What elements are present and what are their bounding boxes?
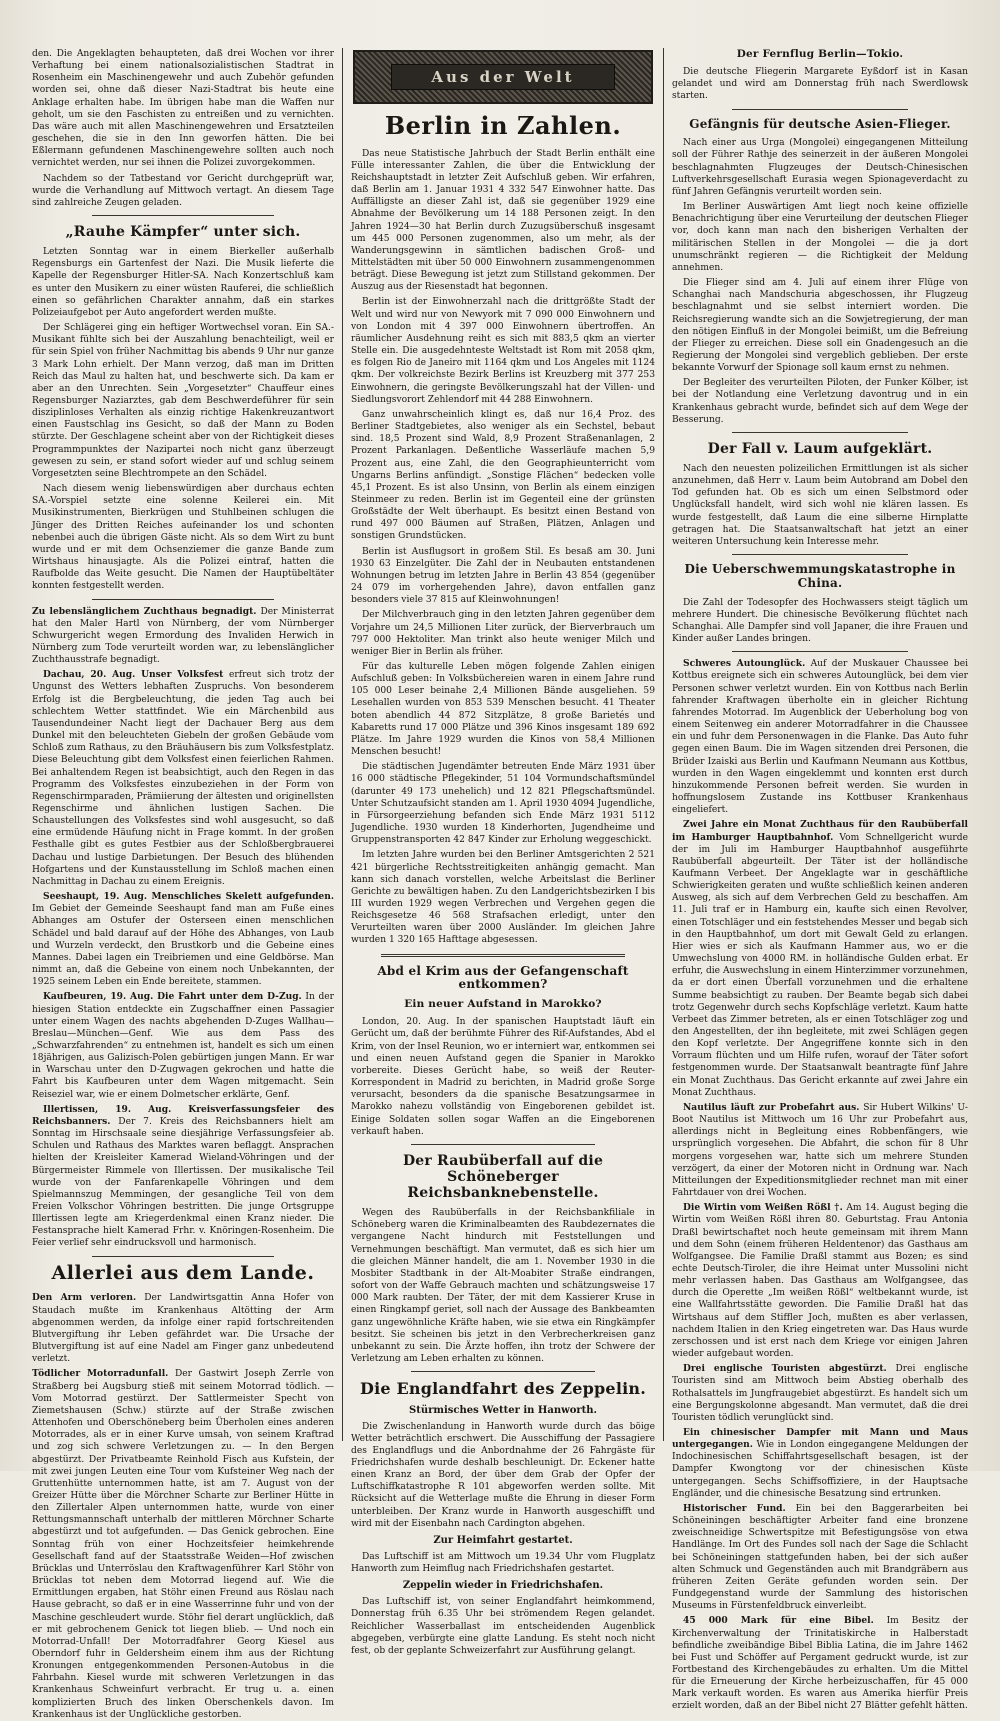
article-text: Letzten Sonntag war in einem Bierkeller außerhalb Regensburgs ein Gartenfest der Nazi. Die Musik lieferte die Kapelle der Regensburger Hitler-SA. Nach Konzertschluß kam es unter den Musikern zu einer wüsten Rauferei, die schließlich einen so gefährlichen Charakter annahm, daß ein starkes Polizeiaufgebot per Auto angefordert werden mußte.	[32, 247, 334, 318]
item-text: Im Gebiet der Gemeinde Seeshaupt fand man am Fuße eines Abhanges am Ostufer der Osterseen einen menschlichen Schädel und bald darauf auf der Höhe des Abhanges, von Laub und Wurzeln verdeckt, den Brustkorb und die Gebeine eines Mannes. Dabei lagen ein Treibriemen und eine Geldbörse. Man nimmt an, daß die Gebeine von einem noch Unbekannten, der 1925 seinem Leben ein Ende bereitete, stammen.	[32, 904, 334, 988]
headline-china: Die Ueberschwemmungskatastrophe in China.	[684, 562, 956, 590]
item-text: Der Ministerrat hat den Maler Hartl von Nürnberg, der vom Nürnberger Schwurgericht wegen Ermordung des Invaliden Herwich in Nürnberg zum Tode verurteilt worden war, zu lebenslänglicher Zuchthausstrafe begnadigt.	[32, 606, 334, 666]
divider	[732, 432, 908, 433]
headline-abd-el-krim: Abd el Krim aus der Gefangenschaft entkommen?	[377, 963, 629, 992]
divider	[92, 1256, 274, 1257]
article-text: Der Milchverbrauch ging in den letzten Jahren gegenüber dem Vorjahre um 24,5 Millionen Liter zurück, der Bierverbrauch um 797 000 Hektoliter. Man trinkt also heute weniger Milch und weniger Bier in Berlin als früher.	[351, 610, 655, 657]
article-text: Wegen des Raubüberfalls in der Reichsbankfiliale in Schöneberg waren die Kriminalbeamten des Raubdezernates die vergangene Nacht hindurch mit Feststellungen und Vernehmungen beschäftigt. Man vermutet, daß es sich hier um die gleichen Männer handelt, die am 1. November 1930 in die Mosbiter Stadtbank in der Alt-Moabiter Straße eindrangen, sofort von der Waffe Gebrauch machten und schätzungsweise 17 000 Mark raubten. Der Täter, der mit dem Kassierer Kruse in einen Ringkampf geriet, soll nach der Aussage des Bankbeamten ganz ungewöhnliche Kräfte haben, wie sie etwa ein Ringkämpfer besitzt. Sie scheinen bis jetzt in den Verbrecherkreisen ganz unbekannt zu sein. Die Ärzte hoffen, ihn trotz der Schwere der Verletzung am Leben erhalten zu können.	[351, 1208, 655, 1364]
subheadline-marokko: Ein neuer Aufstand in Marokko?	[404, 998, 602, 1011]
news-item-dachau	[32, 669, 334, 888]
column-right	[664, 48, 976, 1712]
article-text: Ganz unwahrscheinlich klingt es, daß nur 16,4 Proz. des Berliner Stadtgebietes, also weniger als ein Sechstel, bebaut sind. 18,5 Prozent sind Wald, 8,9 Prozent Straßenanlagen, 2 Prozent Parkanlagen. Deßentliche Wasserläufe machen 5,9 Prozent aus, eine Zahl, die den Geographieunterricht vom Ungarns Berlins anfündigt. „Sonstige Flächen“ bedecken volle 45,1 Prozent. Es ist also Unsinn, von Berlin als einem einzigen Steinmeer zu reden. Berlin ist im Gegenteil eine der grünsten Großstädte der Welt überhaupt. Es besitzt einen Bestand von rund 497 000 Bäumen auf Straßen, Plätzen, Anlagen und sonstigen Grundstücken.	[351, 409, 655, 542]
article-text: Nach einer aus Urga (Mongolei) eingegangenen Mitteilung soll der Führer Rathje des seinerzeit in der äußeren Mongolei beschlagnahmten Flugzeuges der Deutsch-Chinesischen Luftverkehrsgesellschaft Eurasia wegen Spionageverdacht zu fünf Jahren Gefängnis verurteilt worden sein.	[672, 138, 968, 197]
item-text: Wie in London eingegangene Meldungen der Indochinesischen Schiffahrtsgesellschaft besagen, ist der Dampfer Kwongtong vor der chinesischen Küste untergegangen. Sechs Schiffsoffiziere, in der Hauptsache Engländer, und die chinesische Besatzung sind ertrunken.	[672, 1440, 968, 1499]
article-text: Der Schlägerei ging ein heftiger Wortwechsel voran. Ein SA.-Musikant fühlte sich bei der Auszahlung benachteiligt, weil er für sein Spiel von früher Nachmittag bis abends 9 Uhr nur ganze 3 Mark Lohn erhielt. Der Mann verzog, daß man im Dritten Reich das Maul zu halten hat, und beschwerte sich. Da kam er aber an den Unrechten. Sein „Vorgesetzter“ Chauffeur eines Regensburger Naziarztes, gab dem Beschwerdeführer für sein disziplinloses Verhalten als einzig richtige Hakenkreuzantwort einen Faustschlag ins Gesicht, so daß der Mann zu Boden stürzte. Der Geschlagene scheint aber von der Richtigkeit dieses Programmpunktes der Nazipartei noch nicht ganz überzeugt gewesen zu sein, er stand sofort wieder auf und schlug seinem Vorgesetzten seine Blechtrompete an den Schädel.	[32, 323, 334, 479]
item-text: Der Gastwirt Joseph Zerrle von Straßberg bei Augsburg stieß mit seinem Motorrad tödlich. — Vom Motorrad gestürzt. Der Sattlermeister Specht von Ziemetshausen (Schw.) stürzte auf der Straße zwischen Attenhofen und Oberschöneberg beim Überholen eines anderen Motorrades, als er in einer Kurve umsah, von seinem Kraftrad und zog sich schwere Verletzungen zu. — In den Bergen abgestürzt. Der Privatbeamte Reinhold Fisch aus Kufstein, der mit zwei jungen Leuten eine Tour vom Kufsteiner Weg nach der Gruttenhütte unternommen hatte, ist am 7. August von der Greizer Hütte über die Mörchner Scharte zur Berliner Hütte in den Zillertaler Alpen unternommen hatte, wurde von einer Rettungsmannschaft unterhalb der mittleren Mörchner Scharte abgestürzt und tot aufgefunden. — Das Genick gebrochen. Eine Sonntag früh von einer Hochzeitsfeier heimkehrende Gesellschaft fand auf der Staatsstraße Weiden—Hof zwischen Brücklas und Unterröslau den Kraftwagenführer Karl Stöhr von Brücklas tot neben dem Motorrad liegend auf. Wie die Ermittlungen ergaben, hat Stöhr einen Freund aus Röslau nach Hause gebracht, so daß er in eine Wasserrinne fuhr und von der Maschine geschleudert wurde. Stöhr fiel derart unglücklich, daß er mit gebrochenem Genick tot liegen blieb. — Und noch ein Motorrad-Unfall! Der Motorradfahrer Georg Kiesel aus Oberndorf fuhr in Geldersheim einem ihm aus der Richtung Kronungen entgegenkommenden Personen-Autobus in die Fahrbahn. Kiesel wurde mit schweren Verletzungen in das Krankenhaus Schweinfurt verbracht. Er trug u. a. einen komplizierten Bruch des linken Oberschenkels davon. Im Krankenhaus ist der Unglückliche gestorben.	[32, 1369, 334, 1720]
article-text: Das neue Statistische Jahrbuch der Stadt Berlin enthält eine Fülle interessanter Zahlen, die über die Entwicklung der Reichshauptstadt in letzter Zeit Aufschluß geben. Wir erfahren, daß Berlin am 1. Januar 1931 4 332 547 Einwohner hatte. Das Auffälligste an dieser Zahl ist, daß sie gegenüber 1929 eine Abnahme der Bevölkerung um 14 188 Personen zeigt. In den Jahren 1924—30 hat Berlin durch Zuzugsüberschuß insgesamt um 445 000 Personen zugenommen, also um mehr, als der Wanderungsgewinn in sämtlichen badischen Groß- und Mittelstädten mit über 50 000 Einwohnern zusammengenommen beträgt. Diese Bewegung ist jetzt zum Stillstand gekommen. Der Auszug aus der Riesenstadt hat begonnen.	[351, 148, 655, 293]
divider	[732, 554, 908, 555]
item-text: Der Landwirtsgattin Anna Hofer von Staudach mußte im Krankenhaus Altötting der Arm abgenommen werden, da infolge einer rapid fortschreitenden Blutvergiftung ihr Leben gefährdet war. Die Ursache der Blutvergiftung ist auf eine Nadel am Finger ganz unbedeutend verletzt.	[32, 1293, 334, 1365]
article-text: Für das kulturelle Leben mögen folgende Zahlen einigen Aufschluß geben: In Volksbüchereien waren in einem Jahre rund 105 000 Leser beinahe 2,4 Millionen Bände ausgeliehen. 59 Lesehallen wurden von 853 539 Menschen besucht. 41 Theater boten abendlich 44 872 Sitzplätze, 8 große Barietés und Kabaretts rund 17 000 Plätze und 396 Kinos insgesamt 189 692 Plätze. Im Jahre 1929 wurden die Kinos von 58,4 Millionen Menschen besucht!	[351, 662, 655, 758]
item-lead: Den Arm verloren.	[32, 1292, 137, 1304]
news-item-illertissen	[32, 1104, 334, 1250]
headline-rauhe-kaempfer: „Rauhe Kämpfer“ unter sich.	[65, 224, 301, 241]
news-item-autounglueck	[672, 658, 968, 816]
headline-asien-flieger: Gefängnis für deutsche Asien-Flieger.	[689, 116, 951, 131]
news-item-motorrad	[32, 1368, 334, 1721]
article-text: London, 20. Aug. In der spanischen Hauptstadt läuft ein Gerücht um, daß der berühmte Führer des Rif-Aufstandes, Abd el Krim, von der Insel Reunion, wo er interniert war, entkommen sei und einen neuen Aufstand gegen die Spanier in Marokko vorbereite. Dieses Gerücht habe, so weiß der Reuter-Korrespondent in Madrid zu berichten, in Madrid große Sorge verursacht, besonders da die spanische Besatzungsarmee in Marokko nahezu vollständig von Eingeborenen gebildet ist. Einige Soldaten sollen sogar Waffen an die Eingeborenen verkauft haben.	[351, 1017, 656, 1137]
item-text: Im Besitz der Kirchenverwaltung der Trinitatiskirche in Halberstadt befindliche zweibändige Bibel Biblia Latina, die im Jahre 1462 bei Fust und Schöffer auf Pergament gedruckt wurde, ist zur Fortbestand des Kirchengebäudes zu erhalten. Um die Mittel für die Erneuerung der Kirche herbeizuschaffen, für 45 000 Mark verkauft worden. Es waren aus Amerika hierfür Preis erzielt worden, daß an der Bibel nicht 27 Blätter gefehlt hätten.	[672, 1616, 968, 1712]
news-item-nautilus	[672, 1102, 968, 1199]
item-lead: Zu lebenslänglichem Zuchthaus begnadigt.	[32, 605, 257, 617]
item-lead: Tödlicher Motorradunfall.	[32, 1368, 169, 1380]
divider	[732, 109, 908, 110]
article-text: Die städtischen Jugendämter betreuten Ende März 1931 über 16 000 städtische Pflegekinder, 51 104 Vormundschaftsmündel (darunter 49 173 unehelich) und 12 821 Pflegschaftsmündel. Unter Schutzaufsicht standen am 1. April 1930 4094 Jugendliche, in Fürsorgeerziehung befanden sich Ende März 1931 5112 Jugendliche. 1930 wurden 18 Kinderhorten, Jugendheime und Gruppenstransporten 42 847 Kinder zur Erholung weggeschickt.	[351, 762, 655, 846]
article-text: Das Luftschiff ist, von seiner Englandfahrt heimkommend, Donnerstag früh 6.35 Uhr bei strömendem Regen gelandet. Reichlicher Wasserballast im entscheidenden Augenblick abgegeben, verbürgte eine glatte Landung. Es steht noch nicht fest, ob der geplante Schweizerfahrt zur Ausführung gelangt.	[351, 1597, 655, 1656]
divider	[411, 1144, 595, 1145]
columns	[24, 48, 976, 1720]
item-lead: Dachau, 20. Aug. Unser Volksfest	[43, 669, 224, 681]
item-lead: Zwei Jahre ein Monat Zuchthaus für den Raubüberfall im Hamburger Hauptbahnhof.	[672, 819, 968, 843]
article-text: Der Begleiter des verurteilten Piloten, der Funker Kölber, ist bei der Notlandung eine Verletzung davontrug und in ein Krankenhaus gebracht wurde, befindet sich auf dem Wege der Besserung.	[672, 378, 968, 425]
item-text: erfreut sich trotz der Ungunst des Wetters lebhaften Zuspruchs. Von besonderem Erfolg ist die Bergbeleuchtung, die jeden Tag auch bei schlechtem Wetter stattfindet. Wie ein Märchenbild aus Tausendundeiner Nacht liegt der Dachauer Berg aus dem Dunkel mit den beleuchteten Giebeln der großen Gebäude vom Schloß zum Rathaus, zu den Bräuhäusern bis zum Volksfestplatz. Diese Beleuchtung gibt dem Volksfest einen feierlichen Rahmen. Bei anhaltendem Regen ist beabsichtigt, auch den Regen in das Programm des Volksfestes einzubeziehen in der Form von Regenschirmparaden, Prämiierung der ältesten und originellsten Regenschirme und ähnlichen lustigen Sachen. Die Schaustellungen des Volksfestes sind wohl ausgesucht, so daß eine ermüdende Häufung nicht in Frage kommt. In der großen Festhalle gibt es gutes Festbier aus der Schloßbergbrauerei Dachau und lustige Darbietungen. Der Besuch des blühenden Hofgartens und der Kunstausstellung im Schloß machen einen Nachmittag in Dachau zu einem Ereignis.	[32, 670, 334, 887]
headline-allerlei: Allerlei aus dem Lande.	[51, 1261, 315, 1284]
item-lead: Seeshaupt, 19. Aug. Menschliches Skelett aufgefunden.	[43, 891, 334, 903]
divider	[92, 599, 274, 600]
news-item-weisses-roessl	[672, 1202, 968, 1360]
item-text: In der hiesigen Station entdeckte ein Zugschaffner einen Passagier unter einem Wagen des nachts abgehenden D-Zuges Wallhau—Breslau—München—Genf. Wie aus dem Pass des „Schwarzfahrenden“ zu entnehmen ist, handelt es sich um einen 18jährigen, aus Galizisch-Polen gebürtigen jungen Mann. Er war in Warschau unter den D-Zugwagen gekrochen und hatte die Fahrt bis Kaufbeuren unter dem Wagen mitgemacht. Sein Reiseziel war, wie er einem Dolmetscher erklärte, Genf.	[32, 992, 335, 1100]
headline-raubueberfall: Der Raubüberfall auf die Schöneberger Reichsbanknebenstelle.	[402, 1152, 604, 1201]
news-item-zuchthaus	[32, 606, 334, 667]
article-text: Berlin ist Ausflugsort in großem Stil. Es besaß am 30. Juni 1930 63 Einzelgüter. Die Zahl der in Neubauten entstandenen Wohnungen betrug im letzten Jahre in Berlin 43 854 (gegenüber 24 079 im vorhergehenden Jahre), davon entfallen ganz besonders viele 37 815 auf Kleinwohnungen!	[351, 546, 655, 606]
article-text: Berlin ist der Einwohnerzahl nach die drittgrößte Stadt der Welt und wird nur von Newyork mit 7 090 000 Einwohnern und von London mit 4 397 000 Einwohnern übertroffen. An räumlicher Ausdehnung reiht es sich mit 883,5 qkm an vierter Stelle ein. Die ausgedehnteste Weltstadt ist Rom mit 2058 qkm, es folgen Rio de Janeiro mit 1164 qkm und Los Angeles mit 1124 qkm. Der volkreichste Bezirk Berlins ist Kreuzberg mit 377 253 Einwohnern, die geringste Bevölkerungszahl hat der Villen- und Siedlungsvorort Zehlendorf mit 44 288 Einwohnern.	[351, 297, 655, 405]
news-item-historischer-fund	[672, 1503, 968, 1612]
subheadline-heimfahrt: Zur Heimfahrt gestartet.	[433, 1534, 573, 1546]
news-item-dampfer	[672, 1427, 968, 1500]
divider	[411, 1371, 595, 1372]
headline-fernflug: Der Fernflug Berlin—Tokio.	[736, 48, 904, 60]
column-left	[24, 48, 342, 1720]
article-text: Nachdem so der Tatbestand vor Gericht durchgeprüft war, wurde die Verhandlung auf Mittwoch vertagt. An diesem Tage sind zahlreiche Zeugen geladen.	[32, 173, 334, 208]
divider	[92, 215, 274, 216]
news-item-arm	[32, 1292, 334, 1365]
divider	[732, 651, 908, 652]
item-lead: Historischer Fund.	[683, 1502, 786, 1514]
headline-laum: Der Fall v. Laum aufgeklärt.	[707, 440, 933, 457]
article-text: Das Luftschiff ist am Mittwoch um 19.34 Uhr vom Flugplatz Hanworth zum Heimflug nach Friedrichshafen gestartet.	[351, 1551, 655, 1575]
column-middle	[342, 48, 664, 1656]
news-item-touristen	[672, 1363, 968, 1424]
item-text: Auf der Muskauer Chaussee bei Kottbus ereignete sich ein schweres Autounglück, bei dem vier Personen schwer verletzt wurden. Ein von Kottbus nach Berlin fahrender Kraftwagen überholte ein in gleicher Richtung fahrendes Motorrad. Im Augenblick der Ueberholung bog von einem Seitenweg ein anderer Motorradfahrer in die Chaussee ein und fuhr dem Personenwagen in die Flanke. Das Auto fuhr gegen einen Baum. Die im Wagen sitzenden drei Personen, die Brüder Izaiski aus Berlin und Kaufmann Neumann aus Kottbus, wurden in den Wagen eingeklemmt und konnten erst durch hinzukommende Personen befreit werden. Sie wurden in hoffnungslosem Zustande ins Kottbuser Krankenhaus eingeliefert.	[672, 659, 968, 816]
article-text: Die Zwischenlandung in Hanworth wurde durch das böige Wetter beträchtlich erschwert. Die Ausschiffung der Passagiere des Englandflugs und die Anbordnahme der 26 Fahrgäste für Friedrichshafen wurde deshalb beschleunigt. Dr. Eckener hatte einen Kranz an Bord, der über dem Grab der Opfer der Luftschiffkatastrophe R 101 abgeworfen werden sollte. Mit Rücksicht auf die Wetterlage mußte die Ehrung in dieser Form unterbleiben. Der Kranz wurde in Hanworth ausgeschifft und wird mit der Eisenbahn nach Cardington abgehen.	[351, 1421, 655, 1529]
article-text: Im Berliner Auswärtigen Amt liegt noch keine offizielle Benachrichtigung über eine Verurteilung der deutschen Flieger vor, doch kann man nach den bisherigen Verhalten der militärischen Stellen in der Mongolei — die ja dort unumschränkt regieren — die Richtigkeit der Meldung annehmen.	[672, 202, 968, 273]
article-text: Die Zahl der Todesopfer des Hochwassers steigt täglich um mehrere Hundert. Die chinesische Bevölkerung flüchtet nach Schanghai. Alle Dampfer sind voll Japaner, die ihre Frauen und Kinder außer Landes bringen.	[672, 597, 968, 645]
article-text: Die Flieger sind am 4. Juli auf einem ihrer Flüge von Schanghai nach Mandschuria abgeschossen, ihr Flugzeug beschlagnahmt und sie selbst interniert worden. Die Reichsregierung wandte sich an die Sowjetregierung, der man den nötigen Einfluß in der Mongolei beimißt, um die Befreiung der Flieger zu erreichen. Diese soll ein Gnadengesuch an die Regierung der Mongolei sind vergeblich geblieben. Der erste bekannte Vorwurf der Spionage soll kaum ernst zu nehmen.	[672, 278, 968, 374]
article-text: Die deutsche Fliegerin Margarete Eyßdorf ist in Kasan gelandet und wird am Donnerstag früh nach Swerdlowsk starten.	[672, 67, 968, 102]
news-item-bibel	[672, 1615, 968, 1712]
news-item-kaufbeuren	[32, 991, 334, 1100]
headline-berlin: Berlin in Zahlen.	[384, 111, 622, 140]
article-text: Im letzten Jahre wurden bei den Berliner Amtsgerichten 2 521 421 bürgerliche Rechtsstreitigkeiten anhängig gemacht. Man kann sich danach vorstellen, welche Arbeitslast die Berliner Gerichte zu bewältigen haben. Zu den Landgerichtsbezirken I bis III wurden 1929 wegen Verbrechen und Vergehen gegen die Reichsgesetze 46 568 Strafsachen erledigt, unter den Verurteilten waren über 2000 Ausländer. Im gleichen Jahre wurden 1 320 165 Hafttage abgesessen.	[351, 850, 655, 946]
item-lead: Nautilus läuft zur Probefahrt aus.	[683, 1101, 860, 1113]
item-text: Vom Schnellgericht wurde der im Juli im Hamburger Hauptbahnhof ausgeführte Raubüberfall abgeurteilt. Der Täter ist der holländische Kaufmann Verbeet. Der Angeklagte war in geschäftliche Schwierigkeiten geraten und wußte schließlich keinen anderen Ausweg, als sich auf dem Verbrechen Geld zu beschaffen. Am 11. Juli traf er in Hamburg ein, kaufte sich einen Revolver, einen Totschläger und ein feststehendes Messer und begab sich in den Hauptbahnhof, um dort mit Gewalt Geld zu erlangen. Hier wies er sich als Kaufmann Hammer aus, wo er die Umwechslung von 4000 RM. in holländische Gulden erbat. Er erfuhr, die Auswechslung in einem Hinterzimmer vorzunehmen, da er dort einen Überfall vorzunehmen und die erhaltene Summe beabsichtigt zu rauben. Der Beamte begab sich dabei trotz Gegenwehr durch sechs Kopfschläge verletzt. Kaum hatte Verbeet das Zimmer betreten, als er einen Totschläger zog und den Angestellten, der ihn begleitete, mit zwei Schlägen gegen den Kopf verletzte. Der Angegriffene konnte sich in den Vorraum flüchten und um Hilfe rufen, worauf der Täter sofort festgenommen wurde. Der Staatsanwalt beantragte fünf Jahre ein Monat Zuchthaus. Das Gericht erkannte auf zwei Jahre ein Monat Zuchthaus.	[672, 832, 968, 1098]
banner-title: Aus der Welt	[431, 68, 575, 86]
item-lead: 45 000 Mark für eine Bibel.	[683, 1615, 874, 1627]
item-lead: Illertissen, 19. Aug. Kreisverfassungsfeier des Reichsbanners.	[32, 1103, 334, 1127]
news-item-zuchthaus-hamburg	[672, 819, 968, 1099]
article-text: Nach den neuesten polizeilichen Ermittlungen ist als sicher anzunehmen, daß Herr v. Laum beim Autobrand am Dobel den Tod gefunden hat. Ob es sich um einen Selbstmord oder Unglücksfall handelt, wird sich wohl nie klären lassen. Es wurde festgestellt, daß Laum die eine silberne Hirnplatte getragen hat. Die Staatsanwaltschaft hat jetzt an einer weiteren Untersuchung kein Interesse mehr.	[672, 464, 968, 547]
subheadline-friedrichshafen: Zeppelin wieder in Friedrichshafen.	[402, 1580, 604, 1592]
item-lead: Schweres Autounglück.	[683, 658, 806, 670]
section-banner	[353, 50, 653, 104]
headline-zeppelin: Die Englandfahrt des Zeppelin.	[360, 1379, 646, 1399]
subheadline-hanworth: Stürmisches Wetter in Hanworth.	[408, 1404, 598, 1416]
item-text: Am 14. August beging die Wirtin vom Weißen Rößl ihren 80. Geburtstag. Frau Antonia Draßl bewirtschaftet noch heute gemeinsam mit ihrem Mann und dem Sohn (einem früheren Heldentenor) das Gasthaus am Wolfgangsee. Die Familie Draßl stammt aus Bozen; es sind echte Deutsch-Tiroler, die ihre Heimat unter Mussolini nicht mehr verlassen haben. Das Gasthaus am Wolfgangsee, das durch die Operette „Im weißen Rößl“ weltbekannt wurde, ist eine Wallfahrtsstätte geworden. Die Familie Draßl hat das Wirtshaus auf dem Stiffler Joch, mußten es aber verlassen, nachdem Italien in den Krieg eingetreten war. Das Haus wurde zerschossen und ist erst nach dem Kriege vor einigen Jahren wieder aufgebaut worden.	[672, 1203, 968, 1360]
item-text: Der 7. Kreis des Reichsbanners hielt am Sonntag im Hirschsaale seine diesjährige Verfassungsfeier ab. Schulen und Rathaus des Marktes waren beflaggt. Ansprachen hielten der Kreisleiter Kamerad Wieland-Vöhringen und der Bürgermeister Rimmele von Illertissen. Der musikalische Teil wurde von der Fanfarenkapelle Vöhringen und dem Spielmannszug Memmingen, der gesangliche Teil von dem Freien Volkschor Vöhringen bestritten. Die junge Ortsgruppe Illertissen legte am Kriegerdenkmal einen Kranz nieder. Die Festansprache hielt Kamerad Frhr. v. Knöringen-Rosenheim. Die Feier verlief sehr eindrucksvoll und harmonisch.	[32, 1116, 334, 1249]
article-text: den. Die Angeklagten behaupteten, daß drei Wochen vor ihrer Verhaftung bei einem nationalsozialistischen Stadtrat in Rosenheim ein Maschinengewehr und auch Zubehör gefunden worden sei, ohne daß dieser Nazi-Stadtrat bis heute eine Anklage erhalten habe. Im übrigen habe man die Waffen nur geholt, um sie den Faschisten zu entreißen und zu vernichten. Das wäre auch mit allen Maschinengewehren und Ersatzteilen geschehen, die sie in den Inn geworfen hätten. Die bei Eßlermann gefundenen Maschinengewehre sollten auch noch vernichtet werden, nur sei ihnen die Polizei zuvorgekommen.	[32, 49, 334, 169]
item-text: Drei englische Touristen sind am Mittwoch beim Abstieg oberhalb des Rothalsattels im Jungfraugebiet abgestürzt. Es handelt sich um eine Bergungskolonne abgesandt. Man vermutet, daß die drei Touristen tödlich verunglückt sind.	[672, 1364, 968, 1423]
item-text: Ein bei den Baggerarbeiten bei Schöneiningen beschäftigter Arbeiter fand eine bronzene zweischneidige Schwertspitze mit Befestigungsöse von etwa Handlänge. Im Ort des Fundes soll nach der Sage die Schlacht bei Schöneiningen stattgefunden haben, bei der sich außer alten Schmuck und Gegenständen auch mit Brandgräbern aus früheren Zeiten Geräte gefunden worden sein. Der Fundgegenstand wurde der Sammlung des historischen Museums in Fürstenfeldbruck einverleibt.	[672, 1503, 968, 1612]
article-text: Nach diesem wenig liebenswürdigen aber durchaus echten SA.-Vorspiel setzte eine solenne Keilerei ein. Mit Musikinstrumenten, Bierkrügen und Stuhlbeinen schlugen die Jünger des Dritten Reiches aufeinander los und schonten nebenbei auch die übrigen Gäste nicht. Als so dem Wirt zu bunt wurde und er mit dem Ochsenziemer die ganze Bande zum Wirtshaus hinausjagte. Als die Polizei eintraf, hatten die Raufbolde das Weite gesucht. Die Namen der Hauptübeltäter konnten festgestellt werden.	[32, 484, 334, 592]
banner-plate	[391, 64, 615, 90]
divider	[381, 954, 625, 957]
item-lead: Drei englische Touristen abgestürzt.	[683, 1363, 887, 1375]
item-lead: Ein chinesischer Dampfer mit Mann und Maus untergegangen.	[672, 1427, 968, 1451]
item-lead: Die Wirtin vom Weißen Rößl †.	[683, 1202, 843, 1214]
news-item-seeshaupt	[32, 891, 334, 988]
item-lead: Kaufbeuren, 19. Aug. Die Fahrt unter dem D-Zug.	[43, 991, 302, 1003]
item-text: Sir Hubert Wilkins' U-Boot Nautilus ist Mittwoch um 16 Uhr zur Probefahrt aus, allerdings nicht in Begleitung eines Robbenfängers, wie ursprünglich vorgesehen. Die Abfahrt, die schon für 8 Uhr morgens vorgesehen war, hatte sich um mehrere Stunden verzögert, da einer der Motoren nicht in Ordnung war. Nach Mitteilungen der Expeditionsmitglieder rechnet man mit einer Fahrtdauer von drei Wochen.	[672, 1102, 969, 1199]
